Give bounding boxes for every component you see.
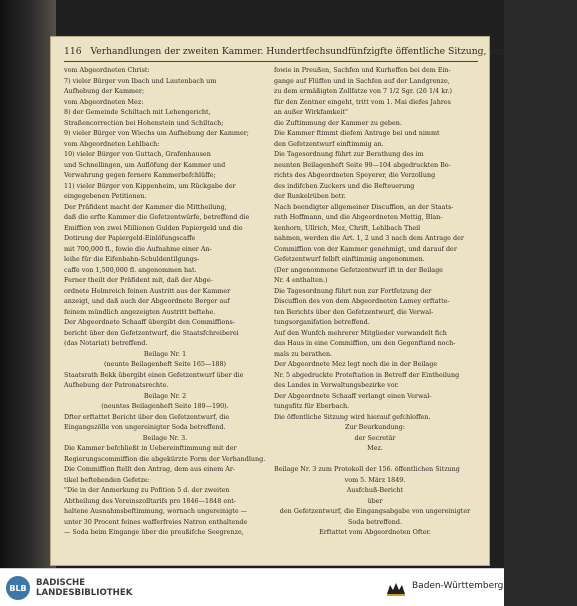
text-line: "Die in der Anmerkung zu Pofition 5 d. der zweiten [64, 486, 230, 494]
blb-logo[interactable]: BLB [6, 576, 30, 600]
text-line: Soda betreffend. [348, 517, 402, 526]
text-line: Dotirung der Papiergeld-Einlöfungscaffe [64, 234, 196, 242]
text-line: Zur Beurkundung: [345, 423, 405, 431]
text-line: kenhorn, Ullrich, Mez, Chrift, Lehlbach Theil [274, 223, 421, 232]
text-line: Erftattet vom Abgeordneten Ofter. [319, 528, 431, 536]
text-line: tungsorganifation betreffend. [274, 318, 370, 326]
text-line: mit 700,000 fl., fowie die Aufnahme einer An- [64, 244, 212, 253]
footer-bar [0, 568, 504, 606]
left-text-column [64, 65, 266, 538]
text-line: 9) vieler Bürger von Wiechs um Aufhebung der Kammer; [64, 129, 249, 137]
text-line: Nach beendigter allgemeiner Discuffion, an der Staats- [274, 202, 454, 211]
text-line: eingegebenen Petitionen. [64, 192, 147, 200]
text-line: über [367, 496, 383, 505]
text-line: Discuffion des von dem Abgeordneten Lamey erftatte- [274, 297, 450, 305]
text-line: Straßencorrection bei Hohenstein und Schiltach; [64, 118, 224, 127]
text-line: fowie in Preußen, Sachfen und Kurheffen bei dem Ein- [274, 66, 451, 74]
text-line: des Landes in Verwaltungsbezirke vor. [274, 381, 399, 389]
text-line: anzeigt, und daß auch der Abgeordnete Berger auf [64, 297, 230, 305]
text-line: 11) vieler Bürger von Kippenheim, um Rückgabe der [64, 181, 236, 190]
text-line: Der Präfident macht der Kammer die Mittheilung, [64, 202, 227, 211]
text-line: caffe von 1,500,000 fl. angenommen hat. [64, 265, 197, 274]
text-line: vom Abgeordneten Mez: [64, 97, 144, 106]
library-name[interactable] [36, 578, 132, 598]
text-line: Beilage Nr. 3 zum Protokoll der 156. öffentlichen Sitzung [274, 465, 460, 473]
text-line: vom Abgeordneten Christ: [64, 66, 150, 74]
text-line: leihe für die Eifenbahn-Schuldentilgungs- [64, 255, 200, 263]
text-line: das Haus in eine Commiffion, um den Gegenftand noch- [274, 339, 456, 347]
text-line: des indifchen Zuckers und die Befteuerung [274, 181, 415, 190]
text-line: Ausfchuß-Bericht [346, 486, 404, 494]
text-line: unter 30 Procent feines wafferfreies Natron enthaltende [64, 517, 248, 526]
text-line: Beilage Nr. 1 [143, 349, 187, 358]
text-line: gange auf Flüffen und in Sachfen auf der Landgrenze, [274, 76, 450, 85]
page-number: 116 [64, 46, 82, 57]
text-line: Der Abgeordnete Mez legt noch die in der Beilage [274, 360, 438, 368]
text-line: 8) der Gemeinde Schiltach mit Lehengericht, [64, 108, 211, 116]
text-line: feinem mündlich angezeigten Austritt beftehe. [64, 307, 216, 316]
text-line: Staatsrath Bekk übergibt einen Gefetzentwurf über die [64, 370, 244, 379]
text-line [274, 454, 476, 465]
text-line: Die Kammer ftimmt diefem Antrage bei und nimmt [274, 129, 440, 137]
text-line: den Gefetzentwurf, die Eingangsabgabe von ungereinigter [279, 507, 471, 515]
text-line: Die Kammer befchließt in Uebereinftimmung mit der [64, 444, 237, 452]
text-line: richts des Abgeordneten Speyerer, die Verzollung [274, 171, 436, 179]
text-line: bericht über den Gefetzentwurf, die Staatsfchreiberei [64, 328, 239, 337]
scanned-page [50, 36, 577, 566]
state-name[interactable]: Baden-Württemberg [412, 581, 504, 591]
text-line: den Gefetzentwurf einftimmig an. [274, 139, 384, 148]
text-line: — Soda beim Eingange über die preußifche Seegrenze, [64, 528, 244, 536]
running-title: Verhandlungen der zweiten Kammer. Hundertfechsundfünfzigfte öffentliche Sitzung, vom 5. März 1849. [90, 46, 577, 57]
text-line: Ferner theilt der Präfident mit, daß der Abge- [64, 276, 213, 284]
text-line: Aufhebung der Kammer; [64, 87, 145, 95]
text-line: Commiffion von der Kammer genehmigt, und darauf der [274, 244, 457, 253]
text-line: Auf den Wunfch mehrerer Mitglieder verwandelt fich [274, 328, 447, 337]
text-line: Aufhebung der Patronatsrechte. [64, 381, 169, 389]
header-rule [64, 61, 478, 62]
text-line: der Runkelrüben betr. [274, 192, 346, 200]
library-name-line1: BADISCHE [36, 578, 86, 588]
text-line: Der Abgeordnete Schaaff verlangt einen Verwal- [274, 391, 432, 400]
text-line: ordnete Helmreich feinen Austritt aus der Kammer [64, 286, 231, 295]
text-line: der Secretär [354, 433, 396, 442]
text-line: vom 5. März 1849. [344, 475, 406, 484]
text-line: 10) vieler Bürger von Guttach, Grafenhausen [64, 150, 211, 158]
right-text-column [274, 65, 476, 538]
text-line: Nr. 5 abgedruckte Proteftation in Betreff der Eintheilung [274, 370, 460, 379]
text-line: neunten Beilagenheft Seite 99—104 abgedruckten Be- [274, 160, 451, 169]
text-line: Eingangszölle von ungereinigter Soda betreffend. [64, 423, 226, 431]
text-line: Beilage Nr. 2 [143, 391, 187, 400]
text-line: (neunte Beilagenheft Seite 165—188) [103, 360, 227, 368]
text-line: (neuntes Beilagenheft Seite 189—190). [101, 402, 229, 410]
text-line: tikel beftehenden Gefetze: [64, 475, 150, 484]
text-line: tungsfitz für Eberbach. [274, 402, 350, 410]
text-line: vom Abgeordneten Lehlbach: [64, 139, 160, 148]
text-line: für den Zentner eingeht, tritt vom 1. Mai diefes Jahres [274, 97, 451, 106]
text-line: ten Berichts über den Gefetzentwurf, die Verwal- [274, 307, 434, 316]
text-line: an außer Wirkfamkeit" [274, 108, 348, 116]
text-line: 7) vieler Bürger von Ibach und Lautenbach um [64, 76, 217, 85]
text-line: haltene Ausnahmsbeftimmung, wornach ungereinigte — [64, 507, 248, 515]
text-line: Die Commiffion ftellt den Antrag, dem aus einem Ar- [64, 465, 236, 473]
text-line: Verwahrung gegen fernere Kammerbefchlüffe; [64, 171, 216, 179]
text-line: (Der angenommene Gefetzentwurf ift in der Beilage [274, 265, 443, 274]
text-line: daß die erfte Kammer die Gefetzentwürfe, betreffend die [64, 213, 250, 221]
page-header [64, 46, 577, 60]
text-line: Regierungscommiffion die abgekürzte Form der Verhandlung. [64, 454, 266, 463]
text-line: nahmen, werden die Art. 1, 2 und 3 nach dem Antrage der [274, 234, 464, 242]
text-line: zu dem ermäßigten Zollfatze von 7 1/2 Sgr. (26 1/4 kr.) [274, 87, 453, 95]
text-line: Abtheilung des Vereinszolltarifs pro 1846—1848 ent- [64, 496, 236, 505]
text-line: Der Abgeordnete Schaaff übergibt den Commiffions- [64, 318, 235, 326]
text-line: Dfter erftattet Bericht über den Gefetzentwurf, die [64, 412, 230, 421]
text-line: Nr. 4 enthalten.) [274, 276, 328, 284]
text-line: mals zu berathen. [274, 349, 333, 358]
text-line: Die öffentliche Sitzung wird hierauf gefchloffen. [274, 412, 431, 421]
text-line: Mez. [367, 444, 383, 452]
book-binding [0, 0, 56, 568]
state-crest-icon [384, 579, 408, 597]
text-line: rath Hoffmann, und die Abgeordneten Mettig, Blan- [274, 213, 443, 221]
text-line: Die Tagesordnung führt nun zur Fortfetzung der [274, 286, 432, 295]
text-line: (das Notariat) betreffend. [64, 339, 148, 347]
text-line: die Zuftimmung der Kammer zu geben. [274, 118, 402, 127]
text-line: Gefetzentwurf felbft einftimmig angenommen. [274, 255, 425, 263]
text-line: Die Tagesordnung führt zur Berathung des im [274, 150, 424, 158]
text-line: Emiffion von zwei Millionen Gulden Papiergeld und die [64, 223, 243, 232]
library-name-line2: LANDESBIBLIOTHEK [36, 588, 133, 598]
text-line: und Schnellingen, um Auflöfung der Kammer und [64, 160, 226, 169]
text-line: Beilage Nr. 3. [142, 433, 188, 442]
